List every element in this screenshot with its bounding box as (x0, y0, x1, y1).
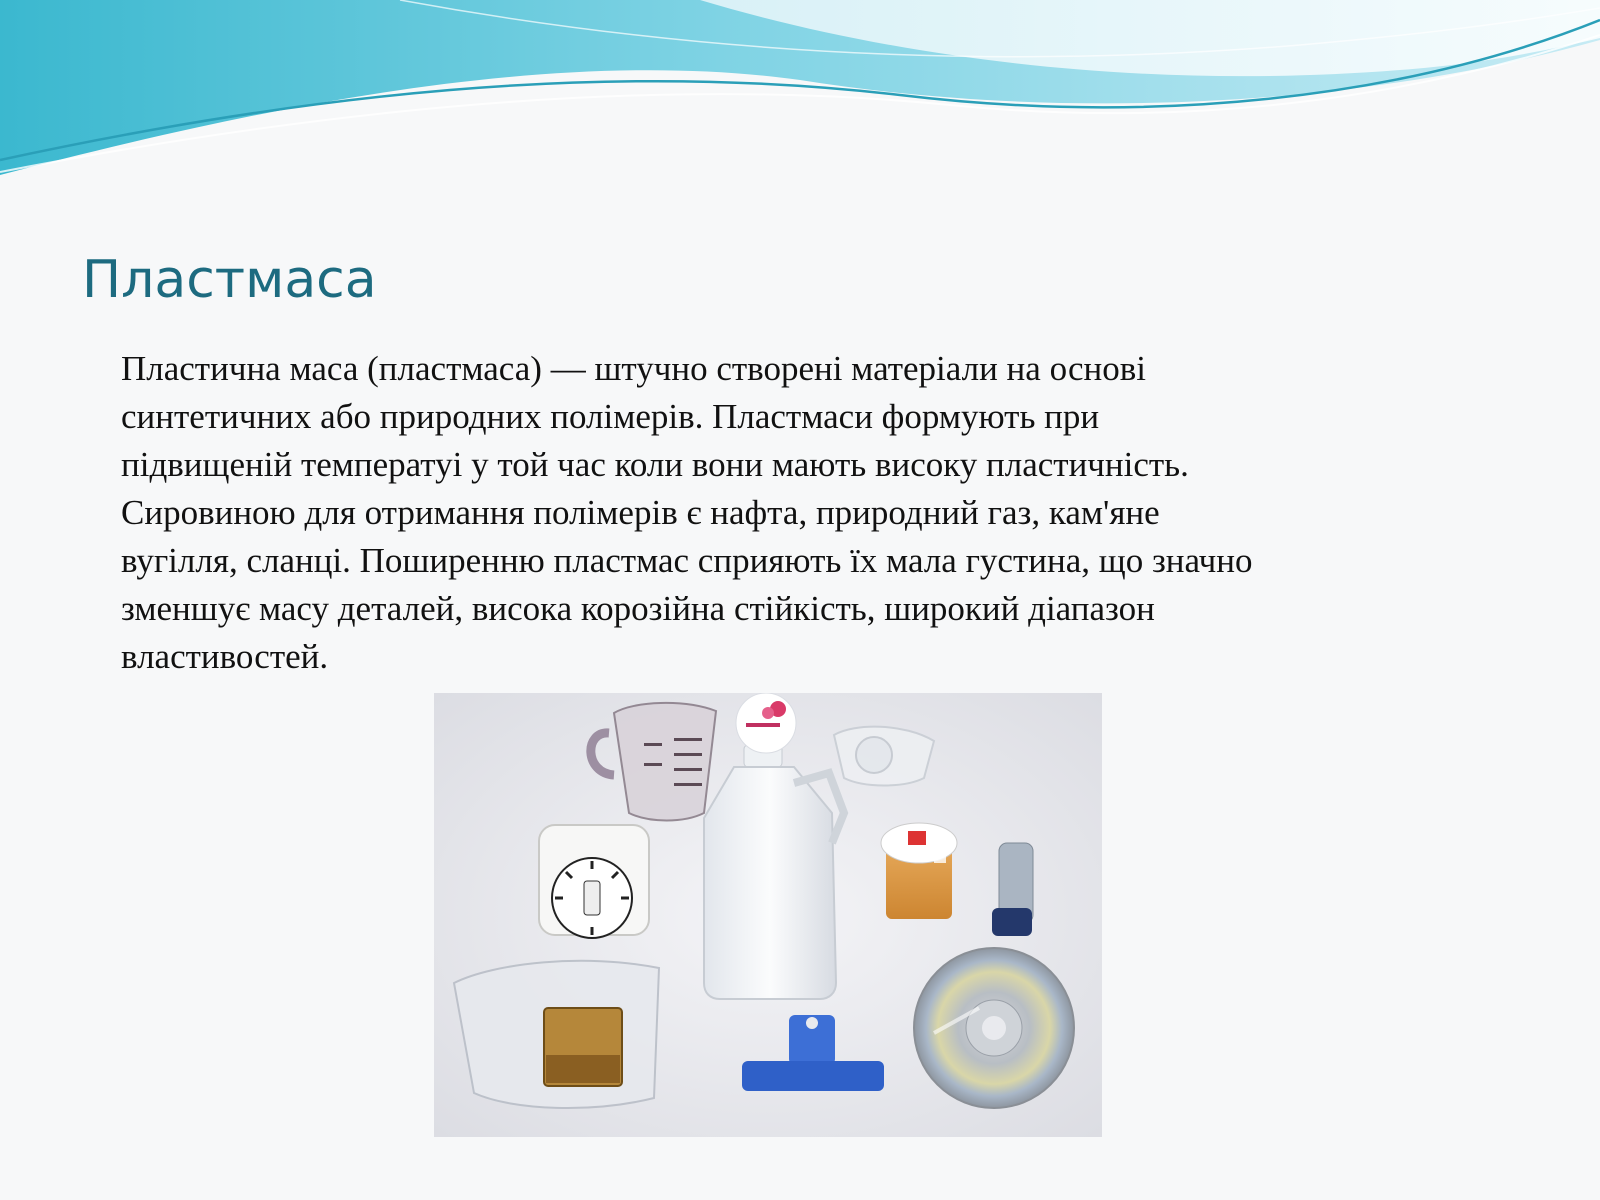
plastic-items-illustration (434, 693, 1102, 1137)
paragraph-line: Пластична маса (пластмаса) — штучно створені матеріали на основі (121, 349, 1146, 388)
paragraph-line: зменшує масу деталей, висока корозійна стійкість, широкий діапазон (121, 589, 1155, 628)
paragraph-line: вугілля, сланці. Поширенню пластмас сприяють їх мала густина, що значно (121, 541, 1253, 580)
kitchen-timer-icon (539, 825, 649, 938)
header-wave-decoration (0, 0, 1600, 200)
slide-body-paragraph (121, 345, 1561, 681)
slide-title: Пластмаса (82, 250, 377, 310)
compact-disc-icon (914, 948, 1074, 1108)
paragraph-line: синтетичних або природних полімерів. Пластмаси формують при (121, 397, 1100, 436)
paragraph-line: підвищеній температуі у той час коли вони мають високу пластичність. (121, 445, 1189, 484)
plastic-items-photo (434, 693, 1102, 1137)
paragraph-line: властивостей. (121, 637, 329, 676)
pill-bottle-icon (881, 823, 957, 919)
plastic-bag-icon (454, 961, 659, 1108)
tape-dispenser-icon (834, 727, 934, 786)
paragraph-line: Сировиною для отримання полімерів є нафта, природний газ, кам'яне (121, 493, 1160, 532)
